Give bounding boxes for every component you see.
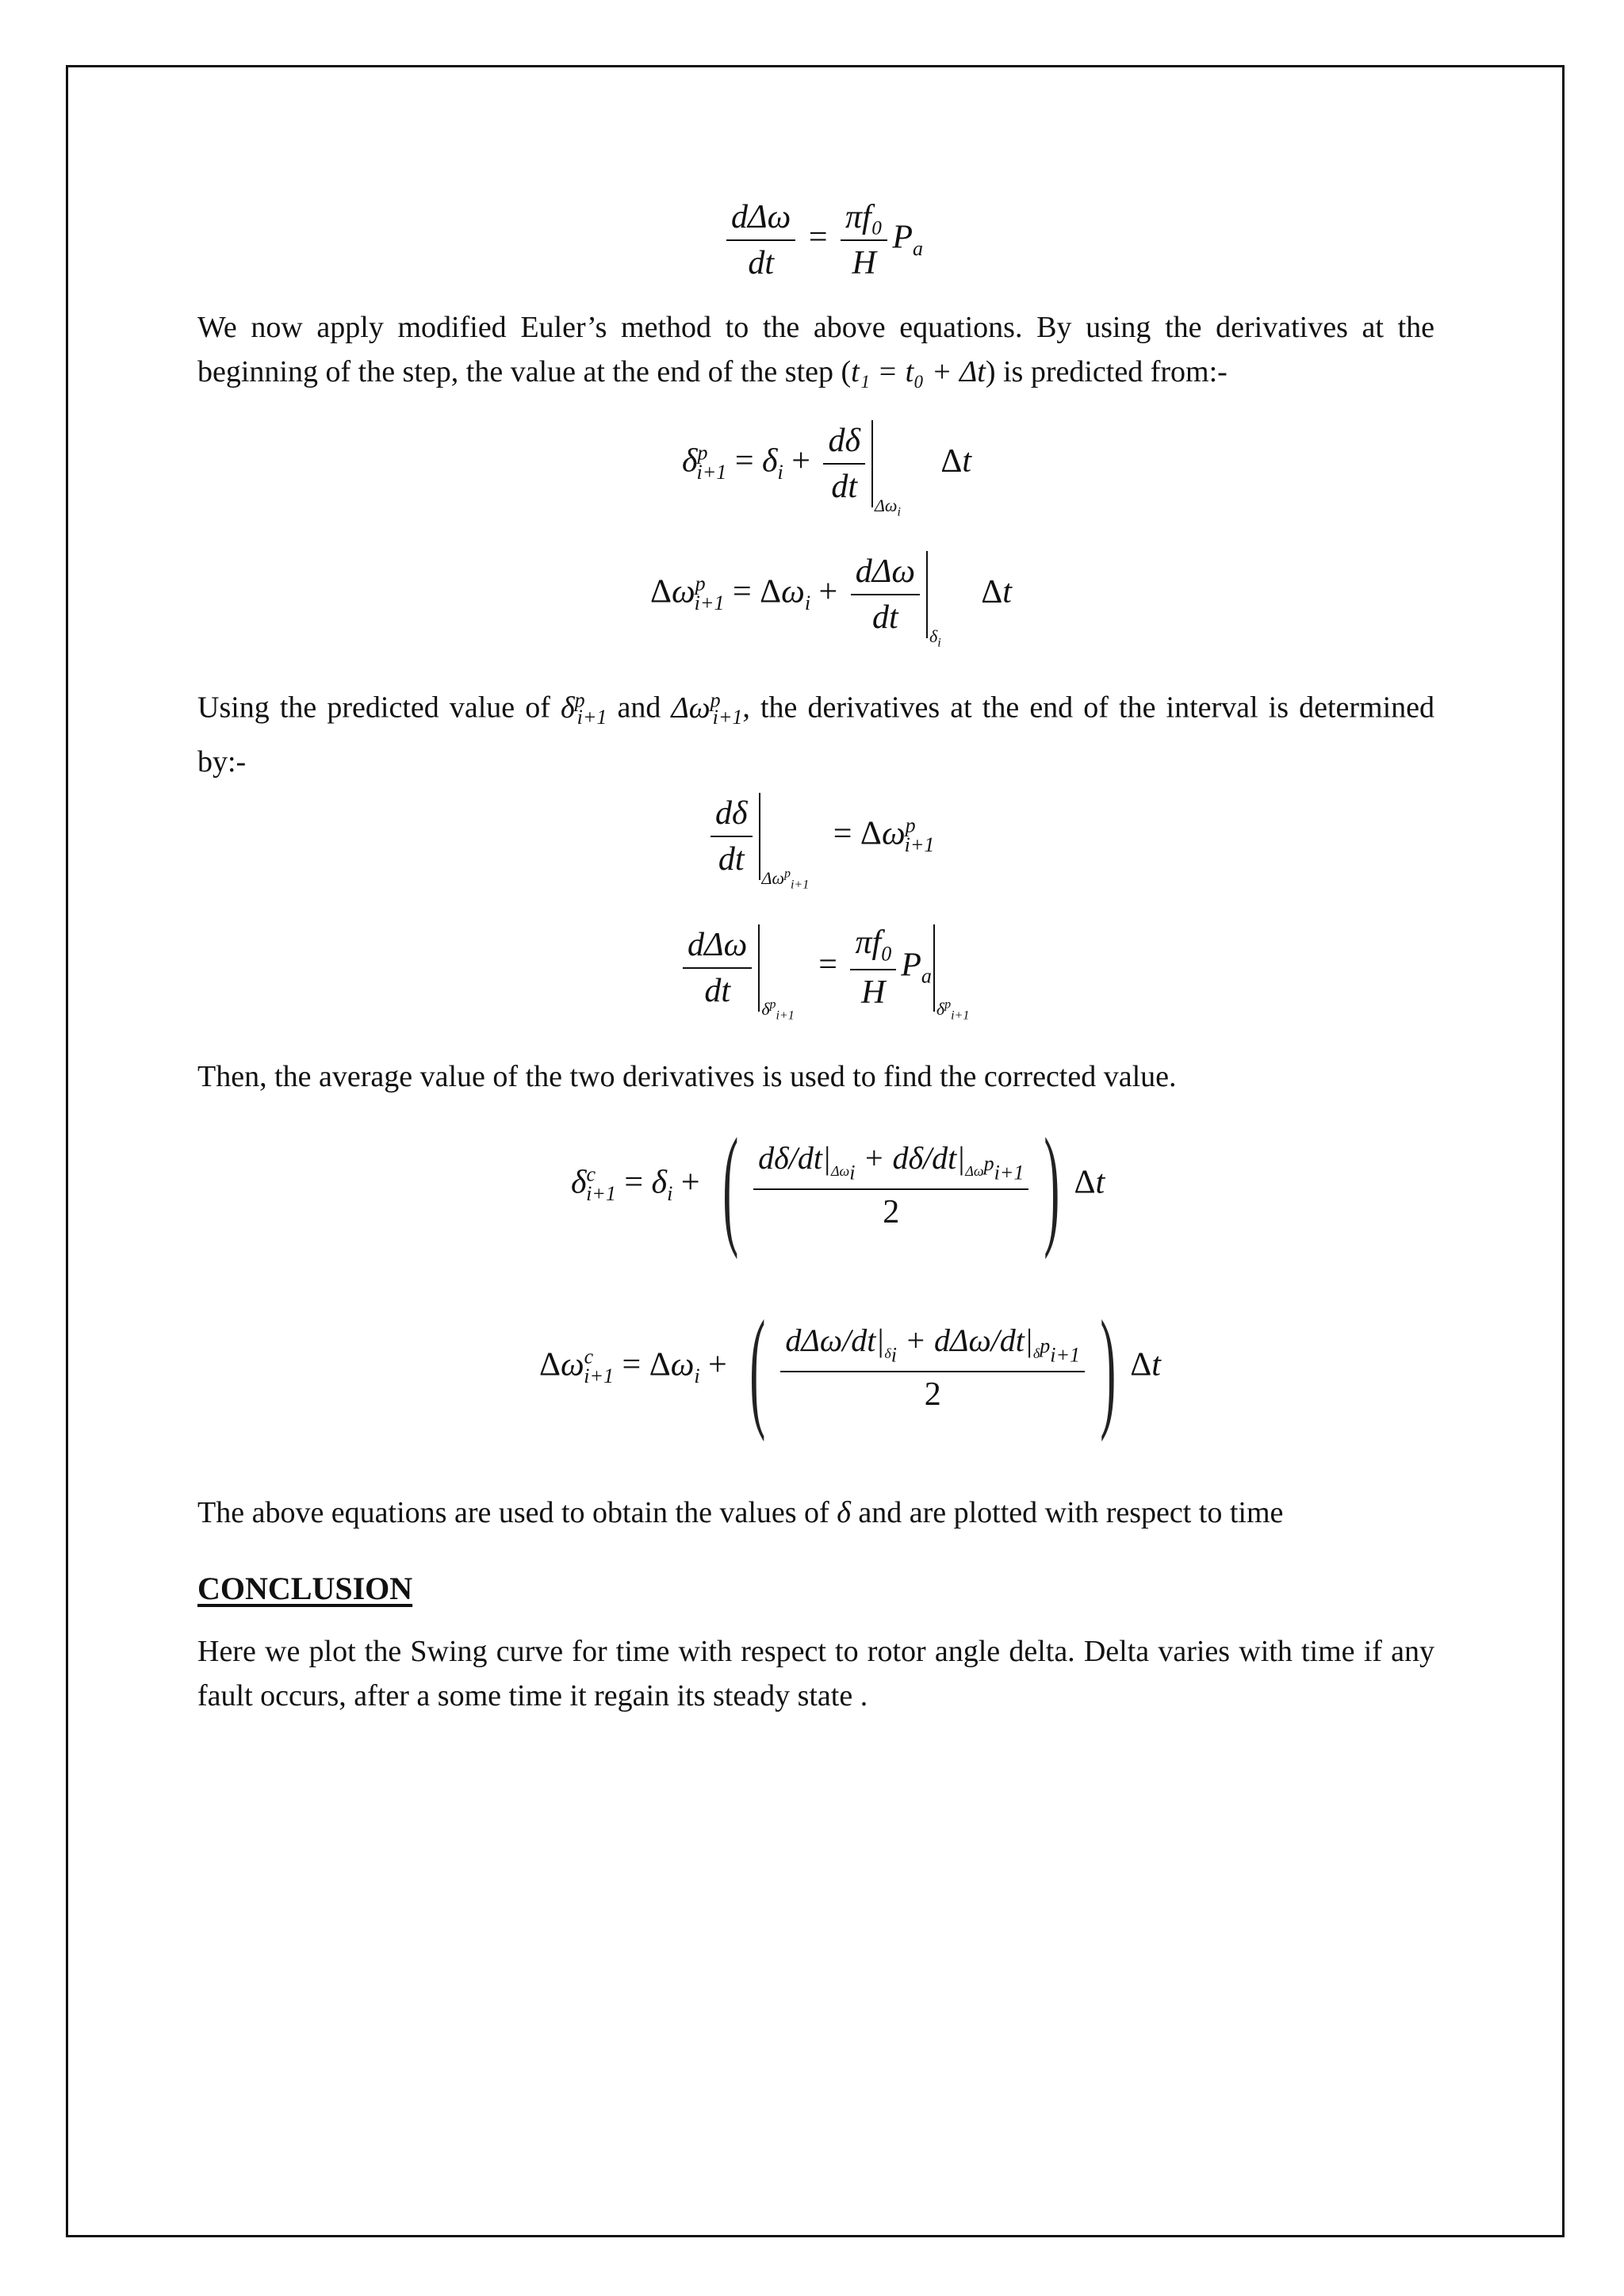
predicted-paragraph: Using the predicted value of $\delta^p_{i+1}$ and $\Delta\omega^p_{i+1}$, the derivatives at the end of the interval is determined by:- bbox=[197, 688, 1435, 779]
equation-corrected-delta: $\delta^c_{i+1} = \delta_i$ + ( $\frac{d\delta/dt|_{\Delta\omega_i} + d\delta/dt|_{\Delta\omega^p_{i+1}}}{2}$ ) Δt bbox=[571, 1111, 1105, 1260]
equation-swing: $\frac{\text{dΔω}}{dt}$ = $\frac{\text{πf₀}}{H}$ $P_a$ bbox=[722, 198, 923, 282]
equation-derivative-omega-end: $\frac{\text{dΔω}}{dt}$ $_{\delta^p_{i+1}}$ = $\frac{\pi f_0}{H}$ $P_{a\delta^p_{i+1}}$ bbox=[678, 924, 969, 1024]
final-paragraph: The above equations are used to obtain the values of δ and are plotted with respect to time bbox=[197, 1496, 1284, 1529]
conclusion-heading: CONCLUSION bbox=[197, 1571, 413, 1606]
average-paragraph: Then, the average value of the two derivatives is used to find the corrected value. bbox=[197, 1060, 1177, 1093]
equation-predictor-delta: $\delta^p_{i+1} = \delta_i$ + $\frac{d\delta}{dt}$ $_{\Delta\omega_i}$ Δt bbox=[682, 420, 971, 519]
intro-paragraph: We now apply modified Euler’s method to the above equations. By using the derivatives at the beginning of the step, the value at the end of the step (t₁ = t₀ + Δt) is predicted from:- bbox=[197, 311, 1434, 388]
equation-derivative-delta-end: $\frac{d\delta}{dt}$ $_{\Delta\omega^p_{i+1}} = \Delta\omega^p_{i+1}$ bbox=[706, 793, 934, 892]
equation-corrected-omega: $\Delta\omega^c_{i+1} = \Delta\omega_i$ + ( $\frac{d\Delta\omega/dt|_{\delta_i} + d\Delta\omega/dt|_{\delta^p_{i+1}}}{2}$ ) Δt bbox=[539, 1293, 1161, 1442]
conclusion-paragraph: Here we plot the Swing curve for time with respect to rotor angle delta. Delta varies with time if any fault occurs, after a some time it regain its steady state . bbox=[197, 1635, 1434, 1712]
equation-predictor-omega: $\Delta\omega^p_{i+1} = \Delta\omega_i$ + $\frac{\text{dΔω}}{dt}$ $_{\delta_i}$ Δt bbox=[650, 551, 1012, 650]
